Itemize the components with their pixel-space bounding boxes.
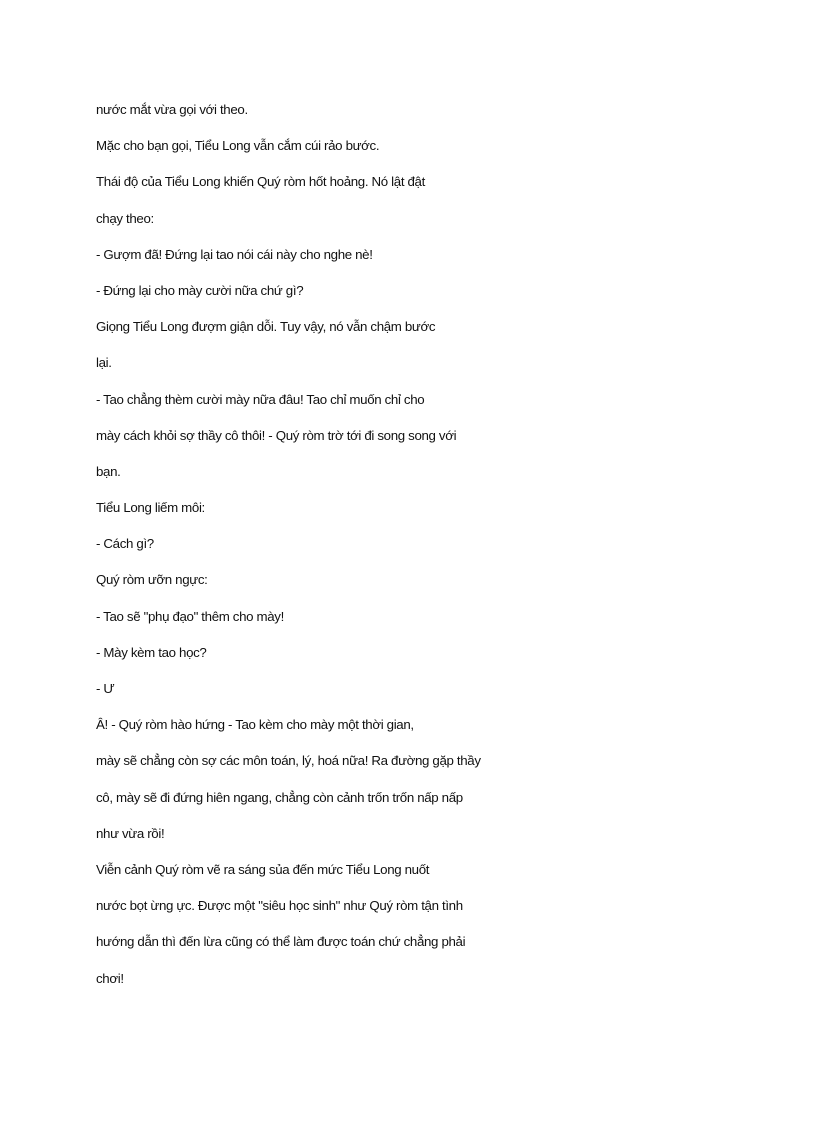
text-line-12: Tiểu Long liếm môi:: [96, 500, 205, 516]
text-line-18: Â! - Quý ròm hào hứng - Tao kèm cho mày một thời gian,: [96, 717, 414, 733]
text-line-24: hướng dẫn thì đến lừa cũng có thể làm được toán chứ chẳng phải: [96, 934, 466, 950]
text-line-6: - Đứng lại cho mày cười nữa chứ gì?: [96, 282, 304, 298]
text-line-22: Viễn cảnh Quý ròm vẽ ra sáng sủa đến mức Tiểu Long nuốt: [96, 861, 430, 877]
text-line-3: Thái độ của Tiểu Long khiến Quý ròm hốt hoảng. Nó lật đật: [96, 174, 425, 190]
text-line-21: như vừa rồi!: [96, 825, 165, 841]
text-line-11: bạn.: [96, 463, 121, 479]
story-text: [96, 100, 526, 1005]
text-line-25: chơi!: [96, 970, 124, 986]
text-line-10: mày cách khỏi sợ thầy cô thôi! - Quý ròm trờ tới đi song song với: [96, 427, 457, 443]
text-line-9: - Tao chẳng thèm cười mày nữa đâu! Tao chỉ muốn chỉ cho: [96, 391, 425, 407]
text-line-19: mày sẽ chẳng còn sợ các môn toán, lý, hoá nữa! Ra đường gặp thầy: [96, 753, 481, 769]
text-line-23: nước bọt ừng ực. Được một "siêu học sinh" như Quý ròm tận tình: [96, 898, 463, 914]
text-line-17: - Ư: [96, 681, 115, 696]
text-line-2: Mặc cho bạn gọi, Tiểu Long vẫn cắm cúi rảo bước.: [96, 138, 380, 154]
text-line-5: - Gượm đã! Đứng lại tao nói cái này cho nghe nè!: [96, 246, 373, 262]
text-line-1: nước mắt vừa gọi với theo.: [96, 102, 248, 117]
text-line-13: - Cách gì?: [96, 536, 154, 552]
text-line-20: cô, mày sẽ đi đứng hiên ngang, chẳng còn cảnh trốn trốn nấp nấp: [96, 789, 463, 805]
text-line-15: - Tao sẽ "phụ đạo" thêm cho mày!: [96, 608, 284, 624]
text-line-7: Giọng Tiểu Long đượm giận dỗi. Tuy vậy, nó vẫn chậm bước: [96, 319, 436, 335]
text-line-4: chạy theo:: [96, 210, 154, 226]
text-line-16: - Mày kèm tao học?: [96, 644, 207, 660]
text-line-8: lại.: [96, 355, 112, 371]
text-line-14: Quý ròm ưỡn ngực:: [96, 572, 208, 588]
